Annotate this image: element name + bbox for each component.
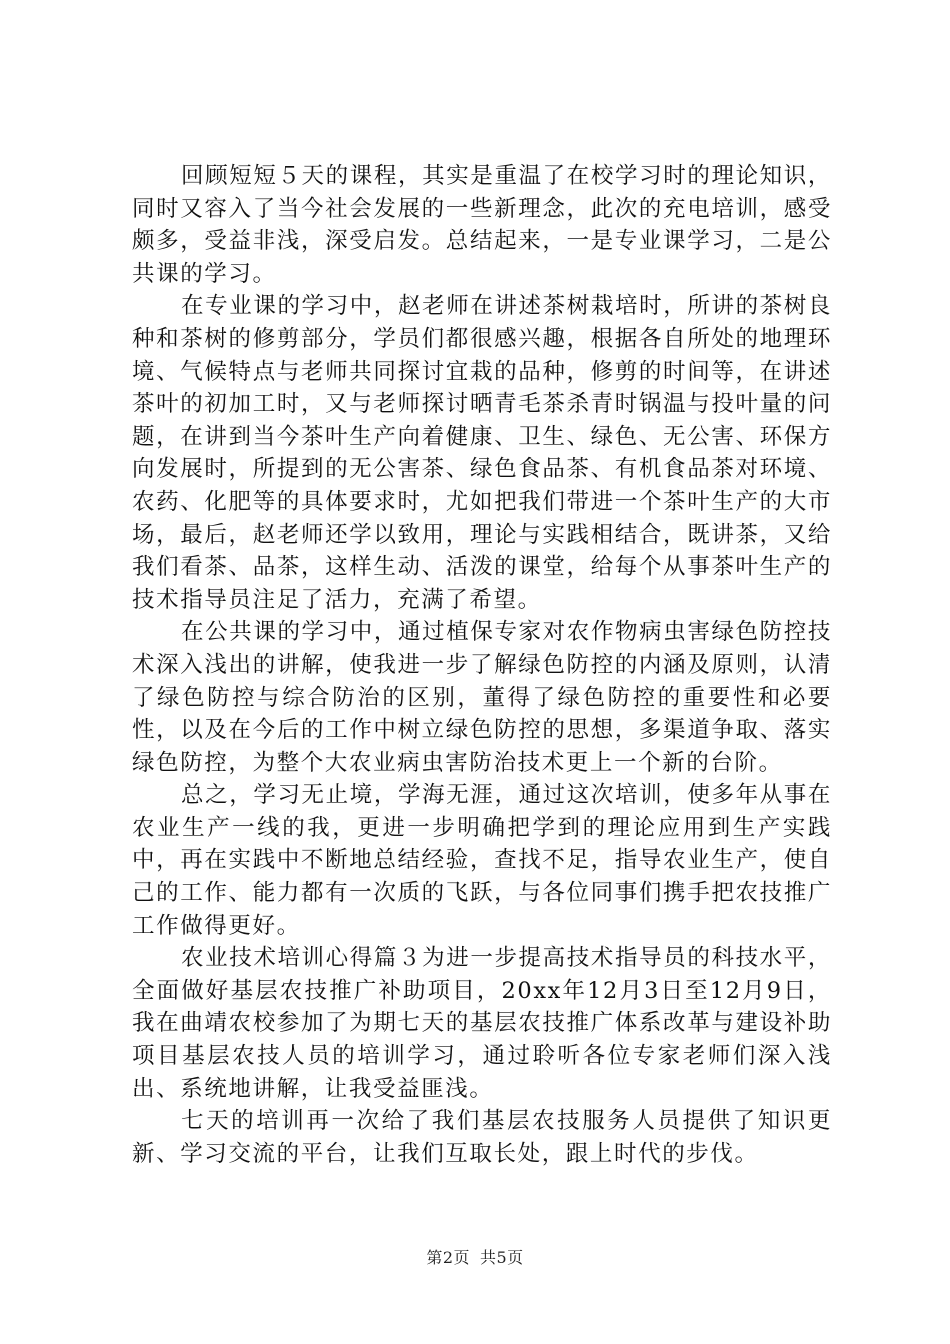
paragraph-seven-day-training: 七天的培训再一次给了我们基层农技服务人员提供了知识更新、学习交流的平台，让我们互取长处，跟上时代的步伐。: [132, 1108, 832, 1167]
page-total: 共5页: [480, 1248, 524, 1267]
paragraph-article-3-intro: 农业技术培训心得篇３为进一步提高技术指导员的科技水平，全面做好基层农技推广补助项目，20xx年12月3日至12月9日，我在曲靖农校参加了为期七天的基层农技推广体系改革与建设补助项目基层农技人员的培训学习，通过聆听各位专家老师们深入浅出、系统地讲解，让我受益匪浅。: [132, 945, 832, 1102]
page-number: 第2页: [426, 1248, 470, 1267]
document-body: [132, 160, 832, 1170]
page-footer: [0, 1245, 950, 1268]
paragraph-summary: 总之，学习无止境，学海无涯，通过这次培训，使多年从事在农业生产一线的我，更进一步明确把学到的理论应用到生产实践中，再在实践中不断地总结经验，查找不足，指导农业生产，使自己的工作、能力都有一次质的飞跃，与各位同事们携手把农技推广工作做得更好。: [132, 782, 832, 939]
paragraph-review: 回顾短短５天的课程，其实是重温了在校学习时的理论知识，同时又容入了当今社会发展的一些新理念，此次的充电培训，感受颇多，受益非浅，深受启发。总结起来，一是专业课学习，二是公共课的学习。: [132, 163, 832, 287]
paragraph-professional-course: 在专业课的学习中，赵老师在讲述茶树栽培时，所讲的茶树良种和茶树的修剪部分，学员们都很感兴趣，根据各自所处的地理环境、气候特点与老师共同探讨宜栽的品种，修剪的时间等，在讲述茶叶的初加工时，又与老师探讨晒青毛茶杀青时锅温与投叶量的问题，在讲到当今茶叶生产向着健康、卫生、绿色、无公害、环保方向发展时，所提到的无公害茶、绿色食品茶、有机食品茶对环境、农药、化肥等的具体要求时，尤如把我们带进一个茶叶生产的大市场，最后，赵老师还学以致用，理论与实践相结合，既讲茶，又给我们看茶、品茶，这样生动、活泼的课堂，给每个从事茶叶生产的技术指导员注足了活力，充满了希望。: [132, 293, 832, 613]
paragraph-public-course: 在公共课的学习中，通过植保专家对农作物病虫害绿色防控技术深入浅出的讲解，使我进一步了解绿色防控的内涵及原则，认清了绿色防控与综合防治的区别，董得了绿色防控的重要性和必要性，以及在今后的工作中树立绿色防控的思想，多渠道争取、落实绿色防控，为整个大农业病虫害防治技术更上一个新的台阶。: [132, 619, 832, 776]
